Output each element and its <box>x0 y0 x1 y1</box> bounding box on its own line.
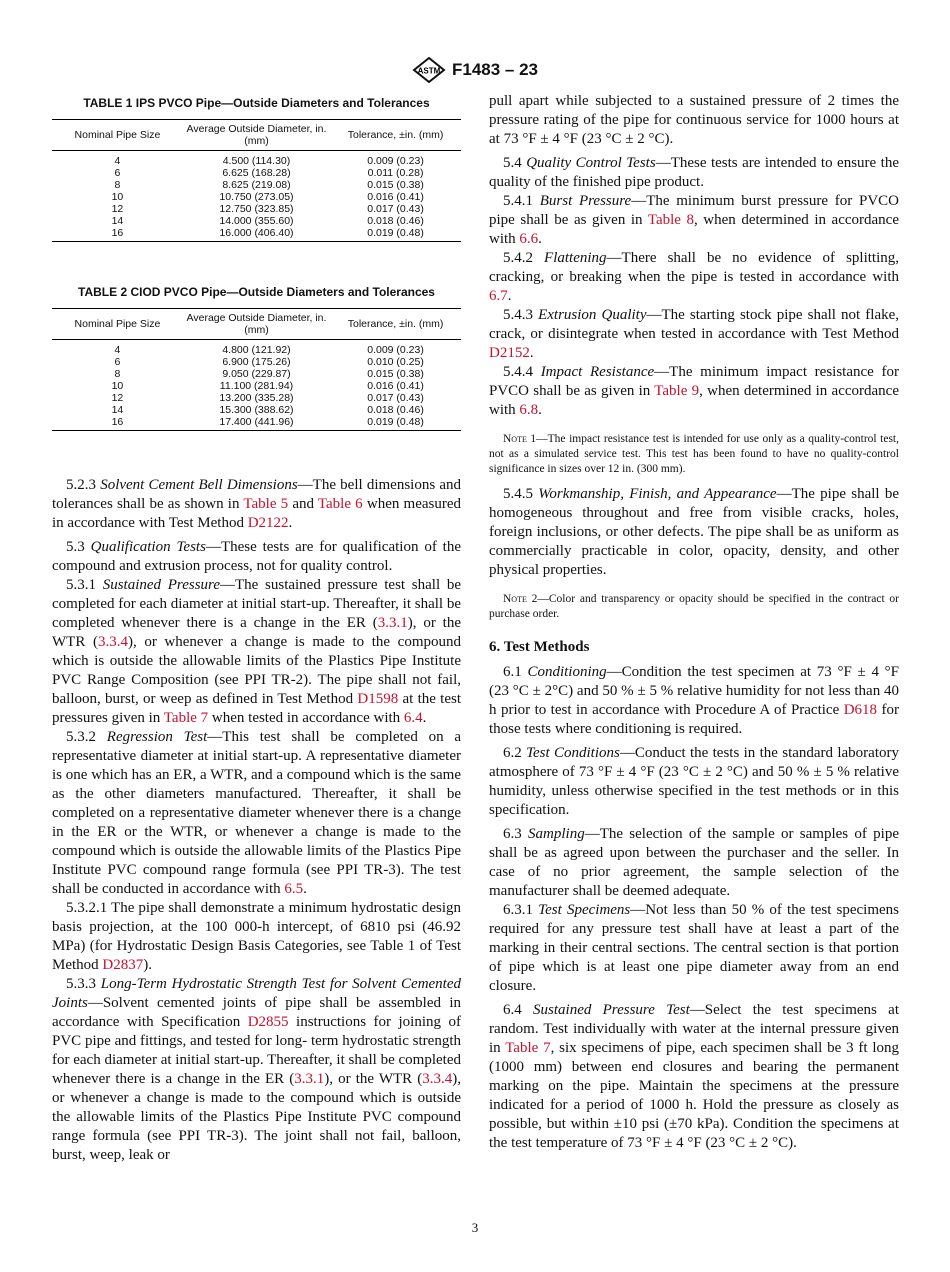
section-6-3: 6.3 Sampling—The selection of the sample or samples of pipe shall be as agreed upon between the purchaser and the seller. In case of no prior agreement, the sample selection of the manufacturer shall be deemed adequate. <box>489 826 899 899</box>
table-row: 6 6.900 (175.26) 0.010 (0.25) <box>114 356 424 368</box>
table-row: 10 10.750 (273.05) 0.016 (0.41) <box>111 191 424 203</box>
table-row: 14 15.300 (388.62) 0.018 (0.46) <box>111 404 424 416</box>
link-table-5[interactable]: Table 5 <box>243 496 289 512</box>
table-row: 16 17.400 (441.96) 0.019 (0.48) <box>52 416 461 431</box>
table-row: 12 13.200 (335.28) 0.017 (0.43) <box>111 392 424 404</box>
link-table-8[interactable]: Table 8 <box>647 212 694 228</box>
table-row: 14 14.000 (355.60) 0.018 (0.46) <box>111 215 424 227</box>
table-row: 12 12.750 (323.85) 0.017 (0.43) <box>111 203 424 215</box>
link-6-8[interactable]: 6.8 <box>519 402 539 418</box>
table-row: 4 4.800 (121.92) 0.009 (0.23) <box>114 344 424 356</box>
link-table-9[interactable]: Table 9 <box>654 383 700 399</box>
astm-logo-icon <box>412 56 446 84</box>
section-5-3-3: 5.3.3 Long-Term Hydrostatic Strength Test for Solvent Cemented Joints—Solvent cemented joints of pipe shall be assembled in accordance with Specification D2855 instructions for joining of PVC pipe and fittings, and tested for long- term hydrostatic strength for each diameter at initial start-up. Thereafter, it shall be completed whenever there is a change in the ER (3.3.1), or the WTR (3.3.4), or whenever a change is made to the compound which is outside the allowable limits of the Plastics Pipe Institute PVC compound range formula (see PPI TR-3). The joint shall not fail, balloon, burst, weep, leak or <box>52 976 462 1163</box>
table1-header-diameter: Average Outside Diameter, in. (mm) <box>183 120 330 151</box>
link-3-3-4[interactable]: 3.3.4 <box>97 634 128 650</box>
table1-title: TABLE 1 IPS PVCO Pipe—Outside Diameters and Tolerances <box>83 96 430 110</box>
link-d2152[interactable]: D2152 <box>489 345 530 361</box>
table2-header-diameter: Average Outside Diameter, in. (mm) <box>183 309 330 340</box>
link-6-6[interactable]: 6.6 <box>519 231 539 247</box>
section-6-heading: 6. Test Methods <box>489 639 590 655</box>
link-3-3-1[interactable]: 3.3.1 <box>377 615 408 631</box>
note-2: Note 2—Color and transparency or opacity should be specified in the contract or purchase order. <box>489 593 899 620</box>
table2-title: TABLE 2 CIOD PVCO Pipe—Outside Diameters and Tolerances <box>78 285 435 299</box>
section-5-4: 5.4 Quality Control Tests—These tests are intended to ensure the quality of the finished pipe product. <box>489 155 899 190</box>
link-d618[interactable]: D618 <box>843 702 878 718</box>
section-6-3-1: 6.3.1 Test Specimens—Not less than 50 % of the test specimens required for any pressure test shall have at least a part of the marking in their central sections. The central section is that portion of pipe which is at least one pipe diameter away from an end closure. <box>489 902 899 994</box>
table-row: 4 4.500 (114.30) 0.009 (0.23) <box>114 155 424 167</box>
section-5-4-4: 5.4.4 Impact Resistance—The minimum impact resistance for PVCO shall be as given in Table 9, when determined in accordance with 6.8. <box>489 364 899 418</box>
section-5-4-2: 5.4.2 Flattening—There shall be no evidence of splitting, cracking, or breaking when the pipe is tested in accordance with 6.7. <box>489 250 899 304</box>
table-row: 10 11.100 (281.94) 0.016 (0.41) <box>111 380 424 392</box>
section-5-3-2-1: 5.3.2.1 The pipe shall demonstrate a minimum hydrostatic design basis projection, at the 100 000-h intercept, of 6810 psi (46.92 MPa) (for Hydrostatic Design Basis Categories, see Table 1 of Test Method D2837). <box>52 900 462 973</box>
left-column <box>52 94 461 242</box>
table2-block <box>52 283 461 431</box>
document-id: F1483 – 23 <box>451 60 538 79</box>
section-5-4-3: 5.4.3 Extrusion Quality—The starting stock pipe shall not flake, crack, or disintegrate when tested in accordance with Test Method D2152. <box>489 307 900 361</box>
section-6-1: 6.1 Conditioning—Condition the test specimen at 73 °F ± 4 °F (23 °C ± 2°C) and 50 % ± 5 % relative humidity for not less than 40 h prior to test in accordance with Procedure A of Practice D618 for those tests where conditioning is required. <box>489 664 899 737</box>
page-number: 3 <box>471 1220 479 1235</box>
table-row: 8 8.625 (219.08) 0.015 (0.38) <box>114 179 424 191</box>
link-d2837[interactable]: D2837 <box>102 957 144 973</box>
table-row: 6 6.625 (168.28) 0.011 (0.28) <box>114 167 424 179</box>
table2-header-size: Nominal Pipe Size <box>52 309 183 340</box>
table1 <box>52 119 461 242</box>
section-5-3-1: 5.3.1 Sustained Pressure—The sustained pressure test shall be completed for each diameter at initial start-up. Thereafter, it shall be completed whenever there is a change in the ER (3.3.1), or the WTR (3.3.4), or whenever a change is made to the compound which is outside the allowable limits of the Plastics Pipe Institute PVC Range Composition (see PPI TR-2). The pipe shall not fail, balloon, burst, or weep as defined in Test Method D1598 at the test pressures given in Table 7 when tested in accordance with 6.4. <box>52 577 462 726</box>
table-row: 8 9.050 (229.87) 0.015 (0.38) <box>114 368 424 380</box>
table1-header-tolerance: Tolerance, ±in. (mm) <box>330 120 461 151</box>
note-1: Note 1—The impact resistance test is intended for use only as a quality-control test, not as a simulated service test. This test has been found to have no quality-control significance in sizes over 12 in. (300 mm). <box>489 433 899 475</box>
right-column <box>489 92 899 1153</box>
link-3-3-1[interactable]: 3.3.1 <box>294 1071 325 1087</box>
link-d1598[interactable]: D1598 <box>357 691 399 707</box>
link-d2122[interactable]: D2122 <box>247 515 289 531</box>
section-6-4: 6.4 Sustained Pressure Test—Select the test specimens at random. Test individually with water at the internal pressure given in Table 7, six specimens of pipe, each specimen shall be 3 ft long (1000 mm) between end closures and bearing the permanent marking on the pipe. Maintain the specimens at the pressure indicated for a period of 1000 h. Hold the pressure as closely as possible, but within ±10 psi (±70 kPa). Condition the specimens at the test temperature of 73 °F ± 4 °F (23 °C ± 2 °C). <box>489 1002 899 1151</box>
table1-header-size: Nominal Pipe Size <box>52 120 183 151</box>
left-text <box>52 476 461 1165</box>
section-5-2-3: 5.2.3 Solvent Cement Bell Dimensions—The bell dimensions and tolerances shall be as shown in Table 5 and Table 6 when measured in accordance with Test Method D2122. <box>52 477 461 531</box>
section-5-3: 5.3 Qualification Tests—These tests are for qualification of the compound and extrusion process, not for quality control. <box>52 539 461 574</box>
link-table-6[interactable]: Table 6 <box>317 496 363 512</box>
link-6-4[interactable]: 6.4 <box>403 710 423 726</box>
link-6-5[interactable]: 6.5 <box>284 881 304 897</box>
section-5-4-5: 5.4.5 Workmanship, Finish, and Appearance—The pipe shall be homogeneous throughout and free from visible cracks, holes, foreign inclusions, or other defects. The pipe shall be as uniform as commercially practicable in color, opacity, density, and other physical properties. <box>489 486 899 578</box>
table2 <box>52 308 461 431</box>
page-header <box>0 56 950 84</box>
link-table-7[interactable]: Table 7 <box>505 1040 551 1056</box>
link-6-7[interactable]: 6.7 <box>489 288 508 304</box>
svg-text:ASTM: ASTM <box>417 66 441 76</box>
section-5-3-2: 5.3.2 Regression Test—This test shall be completed on a representative diameter at initial start-up. A representative diameter is one which has an ER, a WTR, and a compound which is the same as the other diameters manufactured. Thereafter, it shall be completed on a representative diameter whenever there is a change in the ER or the WTR, or whenever a change is made to the compound which is outside the allowable limits of the Plastics Pipe Institute PVC compound range formula (see PPI TR-3). The test shall be conducted in accordance with 6.5. <box>52 729 462 897</box>
link-d2855[interactable]: D2855 <box>247 1014 289 1030</box>
link-3-3-4[interactable]: 3.3.4 <box>422 1071 453 1087</box>
section-5-4-1: 5.4.1 Burst Pressure—The minimum burst pressure for PVCO pipe shall be as given in Table 8, when determined in accordance with 6.6. <box>489 193 899 247</box>
section-6-2: 6.2 Test Conditions—Conduct the tests in the standard laboratory atmosphere of 73 °F ± 4 °F (23 °C ± 2 °C) and 50 % ± 5 % relative humidity, unless otherwise specified in the test methods or in this specification. <box>489 745 899 818</box>
continued-paragraph: pull apart while subjected to a sustained pressure of 2 times the pressure rating of the pipe for continuous service for 1000 hours at at 73 °F ± 4 °F (23 °C ± 2 °C). <box>489 93 899 147</box>
link-table-7[interactable]: Table 7 <box>163 710 209 726</box>
table2-header-tolerance: Tolerance, ±in. (mm) <box>330 309 461 340</box>
table-row: 16 16.000 (406.40) 0.019 (0.48) <box>52 227 461 242</box>
